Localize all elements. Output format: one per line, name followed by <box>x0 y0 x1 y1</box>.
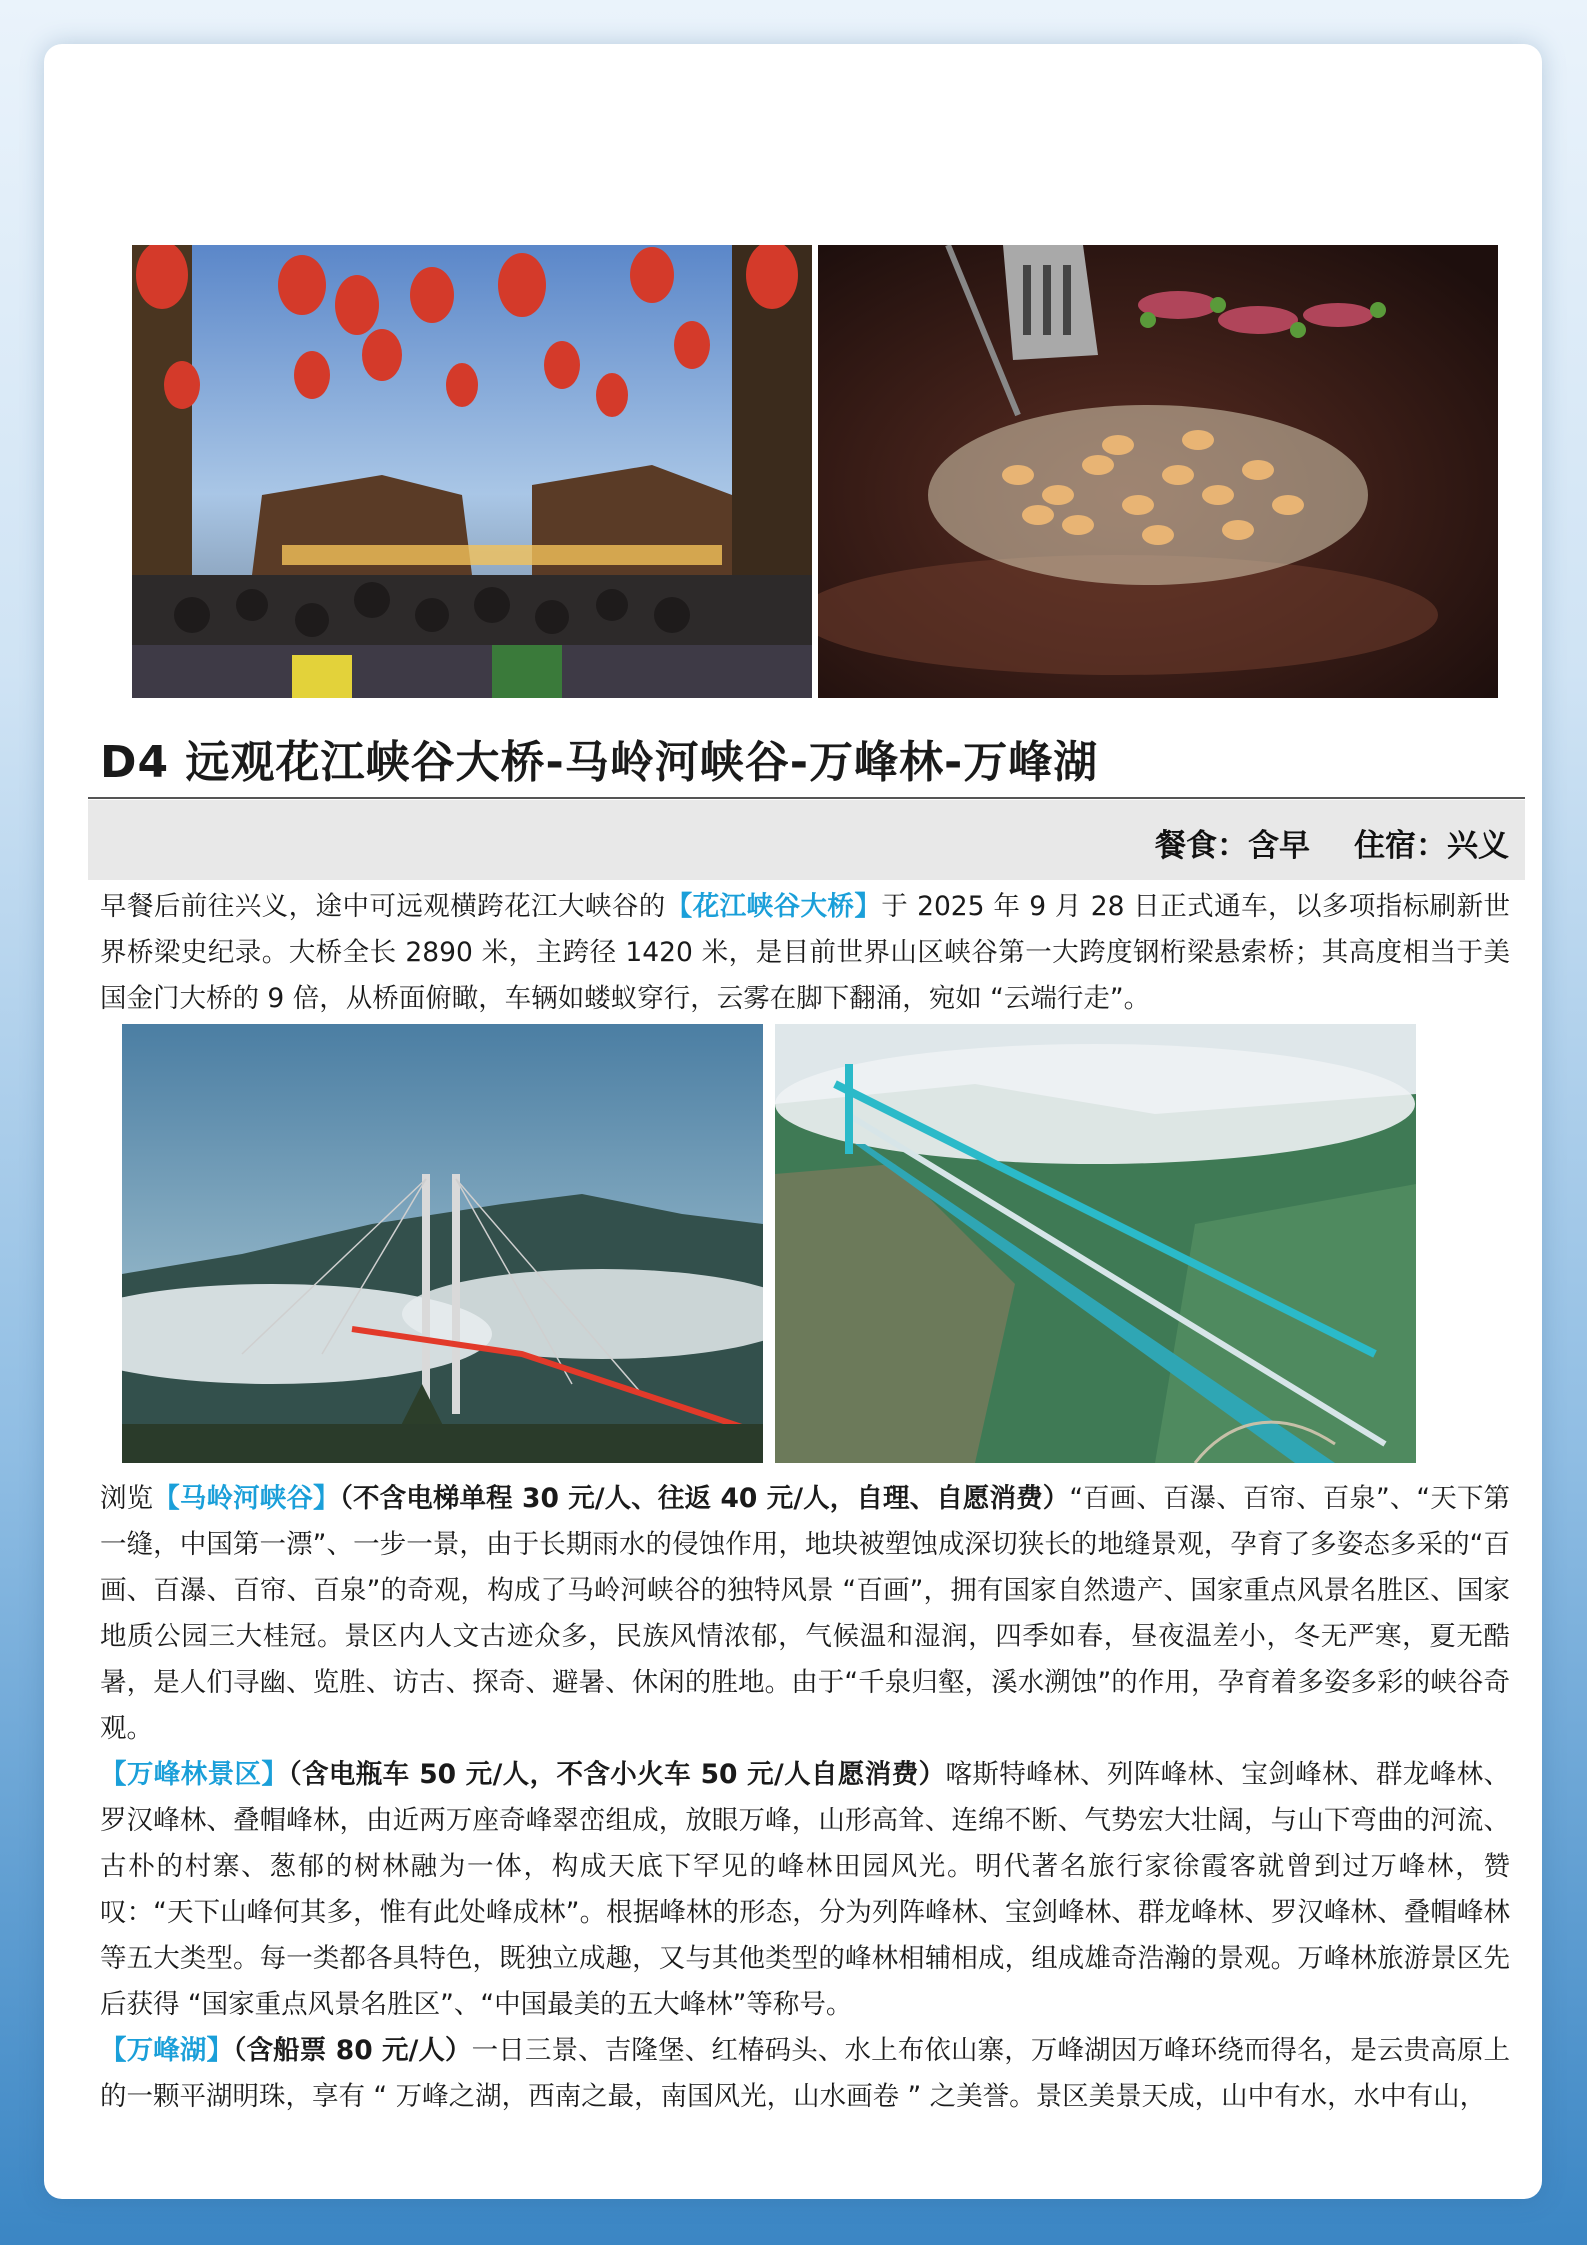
attraction-name-wanfenglin: 【万峰林景区】 <box>100 1759 289 1790</box>
p1-post: 于 2025 年 9 月 28 日正式通车，以多项指标刷新世界桥梁史纪录。大桥全长 2890 米，主跨径 1420 米，是目前世界山区峡谷第一大跨度钢桁梁悬索桥；其高度相当于美国金门大桥的 9 倍，从桥面俯瞰，车辆如蝼蚁穿行，云雾在脚下翻涌，宛如 “云端行走”。 <box>100 891 1511 1014</box>
day-title: D4 远观花江峡谷大桥-马岭河峡谷-万峰林-万峰湖 <box>100 737 1099 788</box>
photo-bridge-aerial <box>775 1024 1416 1463</box>
p3-post: 喀斯特峰林、列阵峰林、宝剑峰林、群龙峰林、罗汉峰林、叠帽峰林，由近两万座奇峰翠峦组成，放眼万峰，山形高耸、连绵不断、气势宏大壮阔，与山下弯曲的河流、古朴的村寨、葱郁的树林融为一体，构成天底下罕见的峰林田园风光。明代著名旅行家徐霞客就曾到过万峰林，赞叹：“天下山峰何其多，惟有此处峰成林”。根据峰林的形态，分为列阵峰林、宝剑峰林、群龙峰林、罗汉峰林、叠帽峰林等五大类型。每一类都各具特色，既独立成趣，又与其他类型的峰林相辅相成，组成雄奇浩瀚的景观。万峰林旅游景区先后获得 “国家重点风景名胜区”、“中国最美的五大峰林”等称号。 <box>100 1759 1511 2020</box>
title-divider <box>88 797 1525 799</box>
p4-post: 一日三景、吉隆堡、红椿码头、水上布依山寨，万峰湖因万峰环绕而得名，是云贵高原上的一颗平湖明珠，享有 “ 万峰之湖，西南之最，南国风光，山水画卷 ” 之美誉。景区美景天成，山中有水，水中有山， <box>100 2035 1510 2112</box>
attraction-name-huajiang: 【花江峡谷大桥】 <box>665 891 882 922</box>
lodging-label: 住宿：兴义 <box>1354 828 1509 864</box>
attraction-name-wanfenghu: 【万峰湖】 <box>100 2035 234 2066</box>
meal-lodging-text <box>1111 820 1509 865</box>
photo-lantern-street <box>132 245 812 698</box>
attraction-name-malinghe: 【马岭河峡谷】 <box>153 1483 340 1514</box>
photo-street-food-griddle <box>818 245 1498 698</box>
p2-pre: 浏览 <box>100 1483 154 1514</box>
paragraph-wanfenglin <box>100 1752 1510 2028</box>
price-note-wanfenglin: （含电瓶车 50 元/人，不含小火车 50 元/人自愿消费） <box>288 1759 946 1790</box>
paragraph-wanfenghu <box>100 2028 1510 2120</box>
price-note-wanfenghu: （含船票 80 元/人） <box>233 2035 472 2066</box>
p2-post: “百画、百瀑、百帘、百泉”、“天下第一缝，中国第一漂”、一步一景，由于长期雨水的侵蚀作用，地块被塑蚀成深切狭长的地缝景观，孕育了多姿态多采的“百画、百瀑、百帘、百泉”的奇观，构成了马岭河峡谷的独特风景 “百画”，拥有国家自然遗产、国家重点风景名胜区、国家地质公园三大桂冠。景区内人文古迹众多，民族风情浓郁，气候温和湿润，四季如春，昼夜温差小，冬无严寒，夏无酷暑，是人们寻幽、览胜、访古、探奇、避暑、休闲的胜地。由于“千泉归壑，溪水溯蚀”的作用，孕育着多姿多彩的峡谷奇观。 <box>100 1483 1511 1744</box>
photo-bridge-clouds <box>122 1024 763 1463</box>
p1-pre: 早餐后前往兴义，途中可远观横跨花江大峡谷的 <box>100 891 666 922</box>
paragraph-malinghe-canyon <box>100 1476 1510 1752</box>
paragraph-huajiang-bridge <box>100 884 1510 1022</box>
meal-lodging-bar <box>88 800 1525 880</box>
meal-label: 餐食：含早 <box>1155 828 1310 864</box>
price-note-malinghe: （不含电梯单程 30 元/人、往返 40 元/人，自理、自愿消费） <box>339 1483 1070 1514</box>
